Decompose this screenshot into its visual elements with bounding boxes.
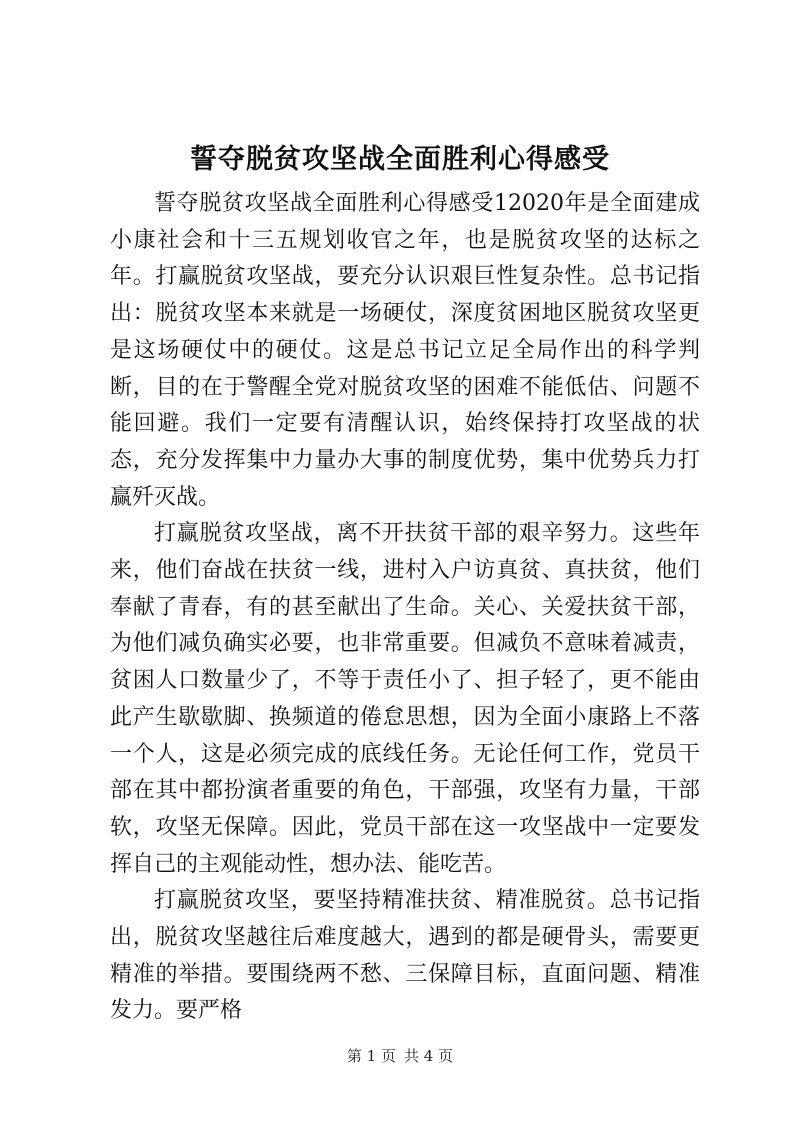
- paragraph-1: 誓夺脱贫攻坚战全面胜利心得感受12020年是全面建成小康社会和十三五规划收官之年，也是脱贫攻坚的达标之年。打赢脱贫攻坚战，要充分认识艰巨性复杂性。总书记指出：脱贫攻坚本来就是一场硬仗，深度贫困地区脱贫攻坚更是这场硬仗中的硬仗。这是总书记立足全局作出的科学判断，目的在于警醒全党对脱贫攻坚的困难不能低估、问题不能回避。我们一定要有清醒认识，始终保持打攻坚战的状态，充分发挥集中力量办大事的制度优势，集中优势兵力打赢歼灭战。: [110, 191, 700, 510]
- paragraph-3: 打赢脱贫攻坚，要坚持精准扶贫、精准脱贫。总书记指出，脱贫攻坚越往后难度越大，遇到的都是硬骨头，需要更精准的举措。要围绕两不愁、三保障目标，直面问题、精准发力。要严格: [110, 888, 700, 1024]
- page-number: 第 1 页: [346, 1047, 396, 1065]
- document-body: [110, 186, 700, 1030]
- page-total: 共 4 页: [404, 1047, 454, 1065]
- document-title: 誓夺脱贫攻坚战全面胜利心得感受: [190, 144, 610, 175]
- page-footer: [0, 1046, 800, 1066]
- paragraph-2: 打赢脱贫攻坚战，离不开扶贫干部的艰辛努力。这些年来，他们奋战在扶贫一线，进村入户访真贫、真扶贫，他们奉献了青春，有的甚至献出了生命。关心、关爱扶贫干部，为他们减负确实必要，也非常重要。但减负不意味着减责，贫困人口数量少了，不等于责任小了、担子轻了，更不能由此产生歇歇脚、换频道的倦怠思想，因为全面小康路上不落一个人，这是必须完成的底线任务。无论任何工作，党员干部在其中都扮演者重要的角色，干部强，攻坚有力量，干部软，攻坚无保障。因此，党员干部在这一攻坚战中一定要发挥自己的主观能动性，想办法、能吃苦。: [110, 521, 700, 877]
